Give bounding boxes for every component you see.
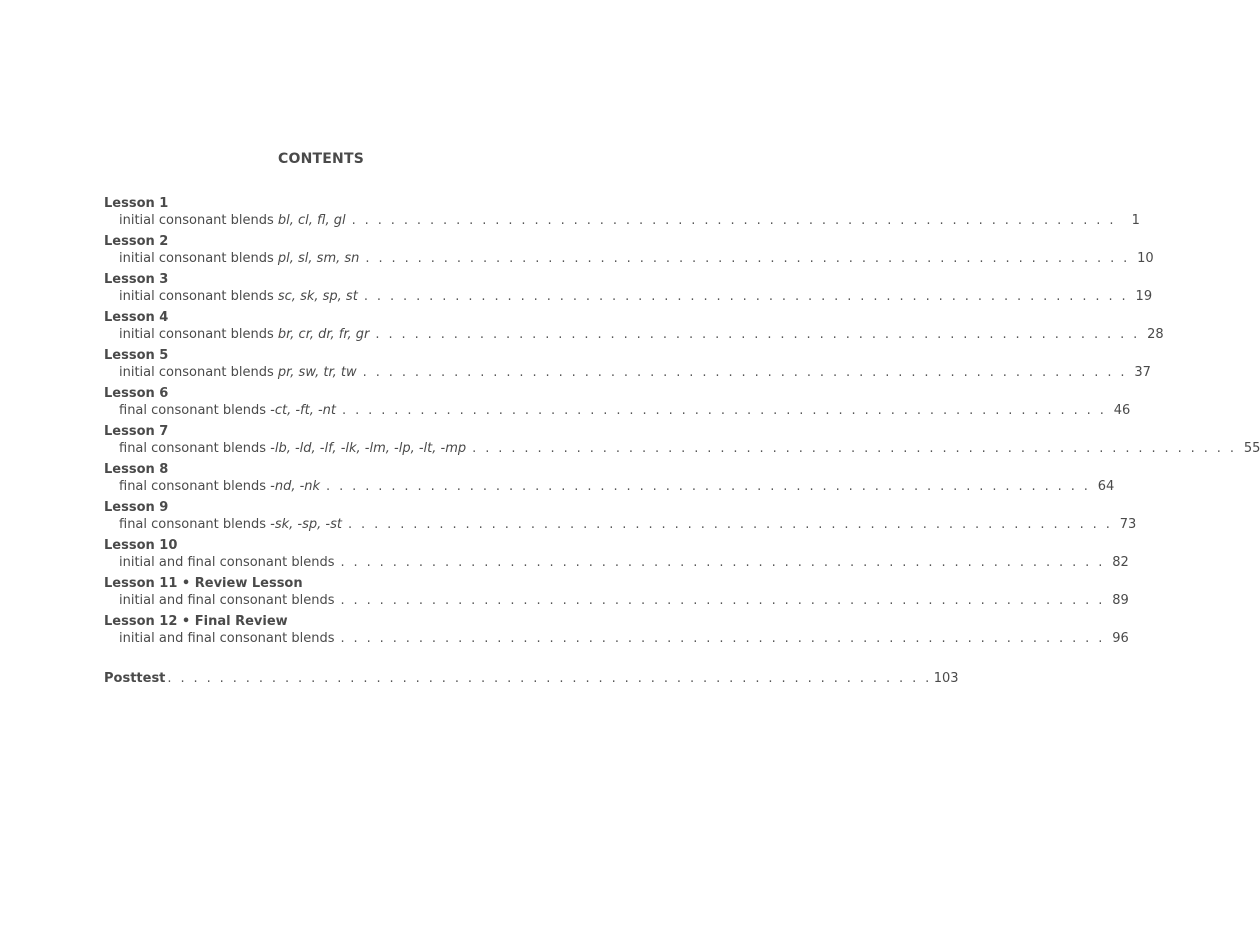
lesson-entry-row	[104, 326, 1164, 343]
page-number: 55	[1243, 441, 1260, 456]
dot-leader: . . . . . . . . . . . . . . . . . . . . . . . . . . . . . . . . . . . . . . . . . . . . . . . . . . . . . . . . . . .	[472, 441, 1237, 456]
dot-leader: . . . . . . . . . . . . . . . . . . . . . . . . . . . . . . . . . . . . . . . . . . . . . . . . . . . . . . . . . . .	[340, 555, 1105, 570]
lesson-entry-row	[104, 212, 1140, 229]
lesson-description: initial consonant blends bl, cl, fl, gl	[119, 213, 346, 228]
page-number: 19	[1135, 289, 1153, 304]
toc-entry-lesson-11	[104, 576, 1129, 614]
lesson-description: final consonant blends -ct, -ft, -nt	[119, 403, 336, 418]
lesson-description: initial consonant blends pr, sw, tr, tw	[119, 365, 357, 380]
toc-entry-lesson-5	[104, 348, 1151, 386]
dot-leader: . . . . . . . . . . . . . . . . . . . . . . . . . . . . . . . . . . . . . . . . . . . . . . . . . . . . . . . . . . .	[363, 289, 1129, 304]
dot-leader: . . . . . . . . . . . . . . . . . . . . . . . . . . . . . . . . . . . . . . . . . . . . . . . . . . . . . . . . . . .	[347, 517, 1113, 532]
page-number: 96	[1112, 631, 1129, 646]
page-number: 28	[1147, 327, 1164, 342]
lesson-title: Lesson 7	[104, 424, 169, 439]
lesson-description: final consonant blends -nd, -nk	[119, 479, 321, 494]
lesson-title: Lesson 11 • Review Lesson	[104, 576, 303, 591]
lesson-description: initial consonant blends pl, sl, sm, sn	[119, 251, 360, 266]
lesson-title: Lesson 10	[104, 538, 178, 553]
toc-entry-lesson-2	[104, 234, 1154, 272]
page-number: 73	[1119, 517, 1137, 532]
lesson-entry-row	[104, 516, 1137, 533]
lesson-description: initial consonant blends br, cr, dr, fr, gr	[119, 327, 370, 342]
toc-entry-lesson-1	[104, 196, 1140, 234]
dot-leader: . . . . . . . . . . . . . . . . . . . . . . . . . . . . . . . . . . . . . . . . . . . . . . . . . . . . . . . . . . .	[375, 327, 1140, 342]
toc-entry-lesson-7	[104, 424, 1260, 462]
toc-entry-lesson-10	[104, 538, 1129, 576]
page-number: 64	[1097, 479, 1115, 494]
dot-leader: . . . . . . . . . . . . . . . . . . . . . . . . . . . . . . . . . . . . . . . . . . . . . . . . . . . . . . . . . . .	[342, 403, 1107, 418]
lesson-entry-row	[104, 402, 1131, 419]
lesson-title: Lesson 5	[104, 348, 169, 363]
dot-leader: . . . . . . . . . . . . . . . . . . . . . . . . . . . . . . . . . . . . . . . . . . . . . . . . . . . . . . . . . . .	[351, 213, 1116, 228]
lesson-description: final consonant blends -sk, -sp, -st	[119, 517, 342, 532]
lesson-title: Lesson 1	[104, 196, 169, 211]
lesson-description: initial and final consonant blends	[119, 555, 335, 570]
toc-entry-lesson-4	[104, 310, 1164, 348]
lesson-entry-row	[104, 364, 1151, 381]
page-title: CONTENTS	[278, 151, 364, 167]
dot-leader: . . . . . . . . . . . . . . . . . . . . . . . . . . . . . . . . . . . . . . . . . . . . . . . . . . . . . . . . . . .	[340, 593, 1105, 608]
lesson-entry-row	[104, 592, 1129, 609]
dot-leader: . . . . . . . . . . . . . . . . . . . . . . . . . . . . . . . . . . . . . . . . . . . . . . . . . . . . . . . . . . .	[326, 479, 1091, 494]
page-number: 10	[1137, 251, 1154, 266]
toc-entry-lesson-6	[104, 386, 1131, 424]
lesson-title: Lesson 3	[104, 272, 169, 287]
page-number: 37	[1134, 365, 1151, 380]
dot-leader: . . . . . . . . . . . . . . . . . . . . . . . . . . . . . . . . . . . . . . . . . . . . . . . . . . . . . . . . . . .	[365, 251, 1130, 266]
lesson-description: final consonant blends -lb, -ld, -lf, -lk, -lm, -lp, -lt, -mp	[119, 441, 467, 456]
lesson-title: Lesson 4	[104, 310, 169, 325]
lesson-entry-row	[104, 250, 1154, 267]
toc-entry-lesson-12	[104, 614, 1129, 652]
toc-entry-lesson-3	[104, 272, 1153, 310]
page-number: 103	[933, 671, 959, 686]
lesson-title: Lesson 6	[104, 386, 169, 401]
page-number: 82	[1112, 555, 1129, 570]
dot-leader: . . . . . . . . . . . . . . . . . . . . . . . . . . . . . . . . . . . . . . . . . . . . . . . . . . . . . . . . . . .	[167, 671, 932, 686]
lesson-entry-row	[104, 554, 1129, 571]
toc-entry-lesson-9	[104, 500, 1137, 538]
lesson-title: Lesson 12 • Final Review	[104, 614, 288, 629]
toc-entry-lesson-8	[104, 462, 1115, 500]
lesson-description: initial and final consonant blends	[119, 631, 335, 646]
page-number: 89	[1112, 593, 1129, 608]
lesson-entry-row	[104, 440, 1260, 457]
lesson-title: Lesson 2	[104, 234, 169, 249]
lesson-title: Lesson 8	[104, 462, 169, 477]
lesson-description: initial and final consonant blends	[119, 593, 335, 608]
lesson-entry-row	[104, 478, 1115, 495]
lesson-entry-row	[104, 630, 1129, 647]
lesson-entry-row	[104, 288, 1153, 305]
page-number: 46	[1113, 403, 1131, 418]
dot-leader: . . . . . . . . . . . . . . . . . . . . . . . . . . . . . . . . . . . . . . . . . . . . . . . . . . . . . . . . . . .	[340, 631, 1105, 646]
dot-leader: . . . . . . . . . . . . . . . . . . . . . . . . . . . . . . . . . . . . . . . . . . . . . . . . . . . . . . . . . . .	[362, 365, 1127, 380]
posttest-label: Posttest	[104, 671, 166, 686]
toc-entry-posttest	[104, 670, 959, 687]
page-number: 1	[1131, 213, 1140, 228]
lesson-title: Lesson 9	[104, 500, 169, 515]
lesson-description: initial consonant blends sc, sk, sp, st	[119, 289, 358, 304]
table-of-contents	[104, 196, 1260, 652]
